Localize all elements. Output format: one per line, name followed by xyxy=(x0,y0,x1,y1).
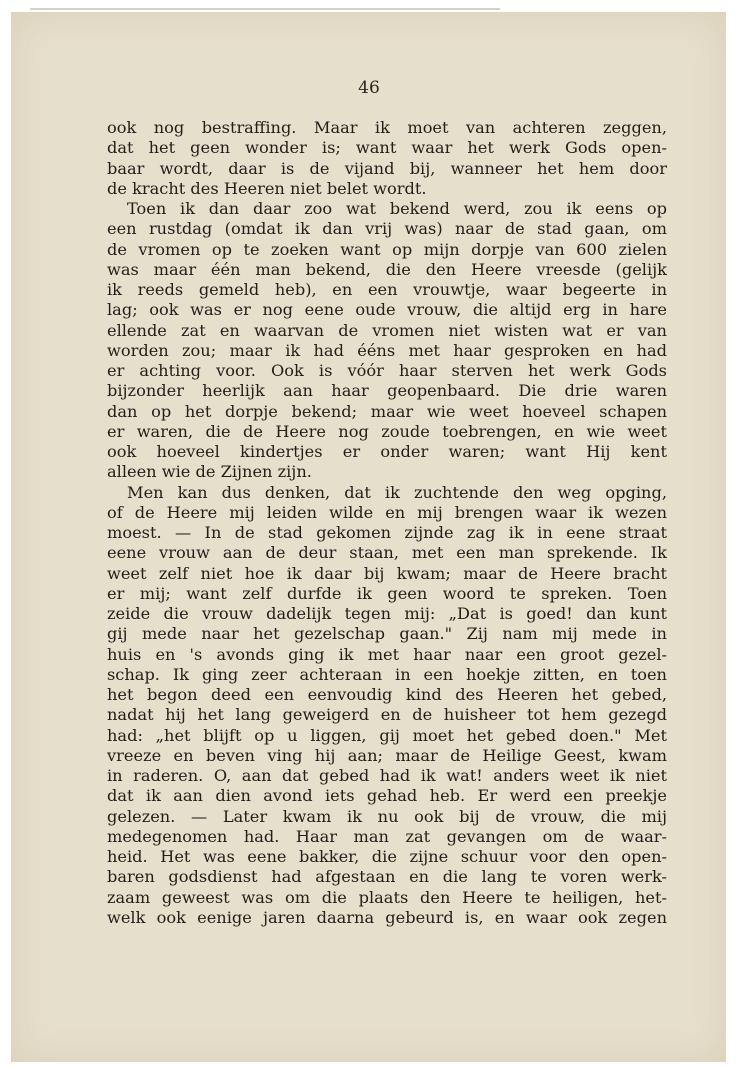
text-line: of de Heere mij leiden wilde en mij brengen waar ik wezen xyxy=(107,502,667,522)
text-line: nadat hij het lang geweigerd en de huisheer tot hem gezegd xyxy=(107,705,667,725)
text-line: was maar één man bekend, die den Heere vreesde (gelijk xyxy=(107,259,667,279)
text-line: zaam geweest was om die plaats den Heere te heiligen, het- xyxy=(107,887,667,907)
text-line: gij mede naar het gezelschap gaan." Zij nam mij mede in xyxy=(107,624,667,644)
text-line: het begon deed een eenvoudig kind des Heeren het gebed, xyxy=(107,685,667,704)
text-line: Men kan dus denken, dat ik zuchtende den weg opging, xyxy=(127,482,667,502)
text-line: heid. Het was eene bakker, die zijne schuur voor den open- xyxy=(107,847,667,866)
text-line: dat het geen wonder is; want waar het werk Gods open- xyxy=(107,138,667,158)
text-line: ik reeds gemeld heb), en een vrouwtje, waar begeerte in xyxy=(107,280,667,299)
text-line: er achting voor. Ook is vóór haar sterven het werk Gods xyxy=(107,361,667,380)
text-line: moest. — In de stad gekomen zijnde zag ik in eene straat xyxy=(107,523,667,542)
text-line: gelezen. — Later kwam ik nu ook bij de vrouw, die mij xyxy=(107,806,667,826)
text-line: eene vrouw aan de deur staan, met een man sprekende. Ik xyxy=(107,543,667,563)
text-line: dat ik aan dien avond iets gehad heb. Er werd een preekje xyxy=(107,786,667,806)
text-line: de vromen op te zoeken want op mijn dorpje van 600 zielen xyxy=(107,239,667,259)
page-number: 46 xyxy=(358,78,380,98)
text-line: worden zou; maar ik had ééns met haar gesproken en had xyxy=(107,340,667,360)
text-line: een rustdag (omdat ik dan vrij was) naar de stad gaan, om xyxy=(107,219,667,239)
text-line: lag; ook was er nog eene oude vrouw, die altijd erg in hare xyxy=(107,300,667,320)
text-line: medegenomen had. Haar man zat gevangen om de waar- xyxy=(107,826,667,846)
text-line: de kracht des Heeren niet belet wordt. xyxy=(107,178,427,198)
text-line: ellende zat en waarvan de vromen niet wisten wat er van xyxy=(107,320,667,340)
text-line: welk ook eenige jaren daarna gebeurd is, en waar ook zegen xyxy=(107,907,667,927)
page-edge-mark xyxy=(30,8,500,10)
text-line: weet zelf niet hoe ik daar bij kwam; maar de Heere bracht xyxy=(107,563,667,583)
text-line: er mij; want zelf durfde ik geen woord te spreken. Toen xyxy=(107,583,667,603)
text-line: alleen wie de Zijnen zijn. xyxy=(107,462,312,482)
text-line: er waren, die de Heere nog zoude toebrengen, en wie weet xyxy=(107,421,667,441)
text-line: ook nog bestraffing. Maar ik moet van achteren zeggen, xyxy=(107,118,667,137)
text-line: had: „het blijft op u liggen, gij moet het gebed doen." Met xyxy=(107,725,667,745)
text-line: huis en 's avonds ging ik met haar naar een groot gezel- xyxy=(107,644,667,664)
text-line: Toen ik dan daar zoo wat bekend werd, zou ik eens op xyxy=(127,199,667,218)
text-line: ook hoeveel kindertjes er onder waren; want Hij kent xyxy=(107,442,667,461)
text-line: vreeze en beven ving hij aan; maar de Heilige Geest, kwam xyxy=(107,745,667,765)
text-line: in raderen. O, aan dat gebed had ik wat! anders weet ik niet xyxy=(107,766,667,785)
text-line: zeide die vrouw dadelijk tegen mij: „Dat is goed! dan kunt xyxy=(107,604,667,623)
text-line: bijzonder heerlijk aan haar geopenbaard. Die drie waren xyxy=(107,381,667,401)
text-line: baren godsdienst had afgestaan en die lang te voren werk- xyxy=(107,867,667,887)
text-line: baar wordt, daar is de vijand bij, wanneer het hem door xyxy=(107,158,667,178)
text-line: dan op het dorpje bekend; maar wie weet hoeveel schapen xyxy=(107,401,667,421)
text-line: schap. Ik ging zeer achteraan in een hoekje zitten, en toen xyxy=(107,664,667,684)
body-text xyxy=(107,118,667,928)
